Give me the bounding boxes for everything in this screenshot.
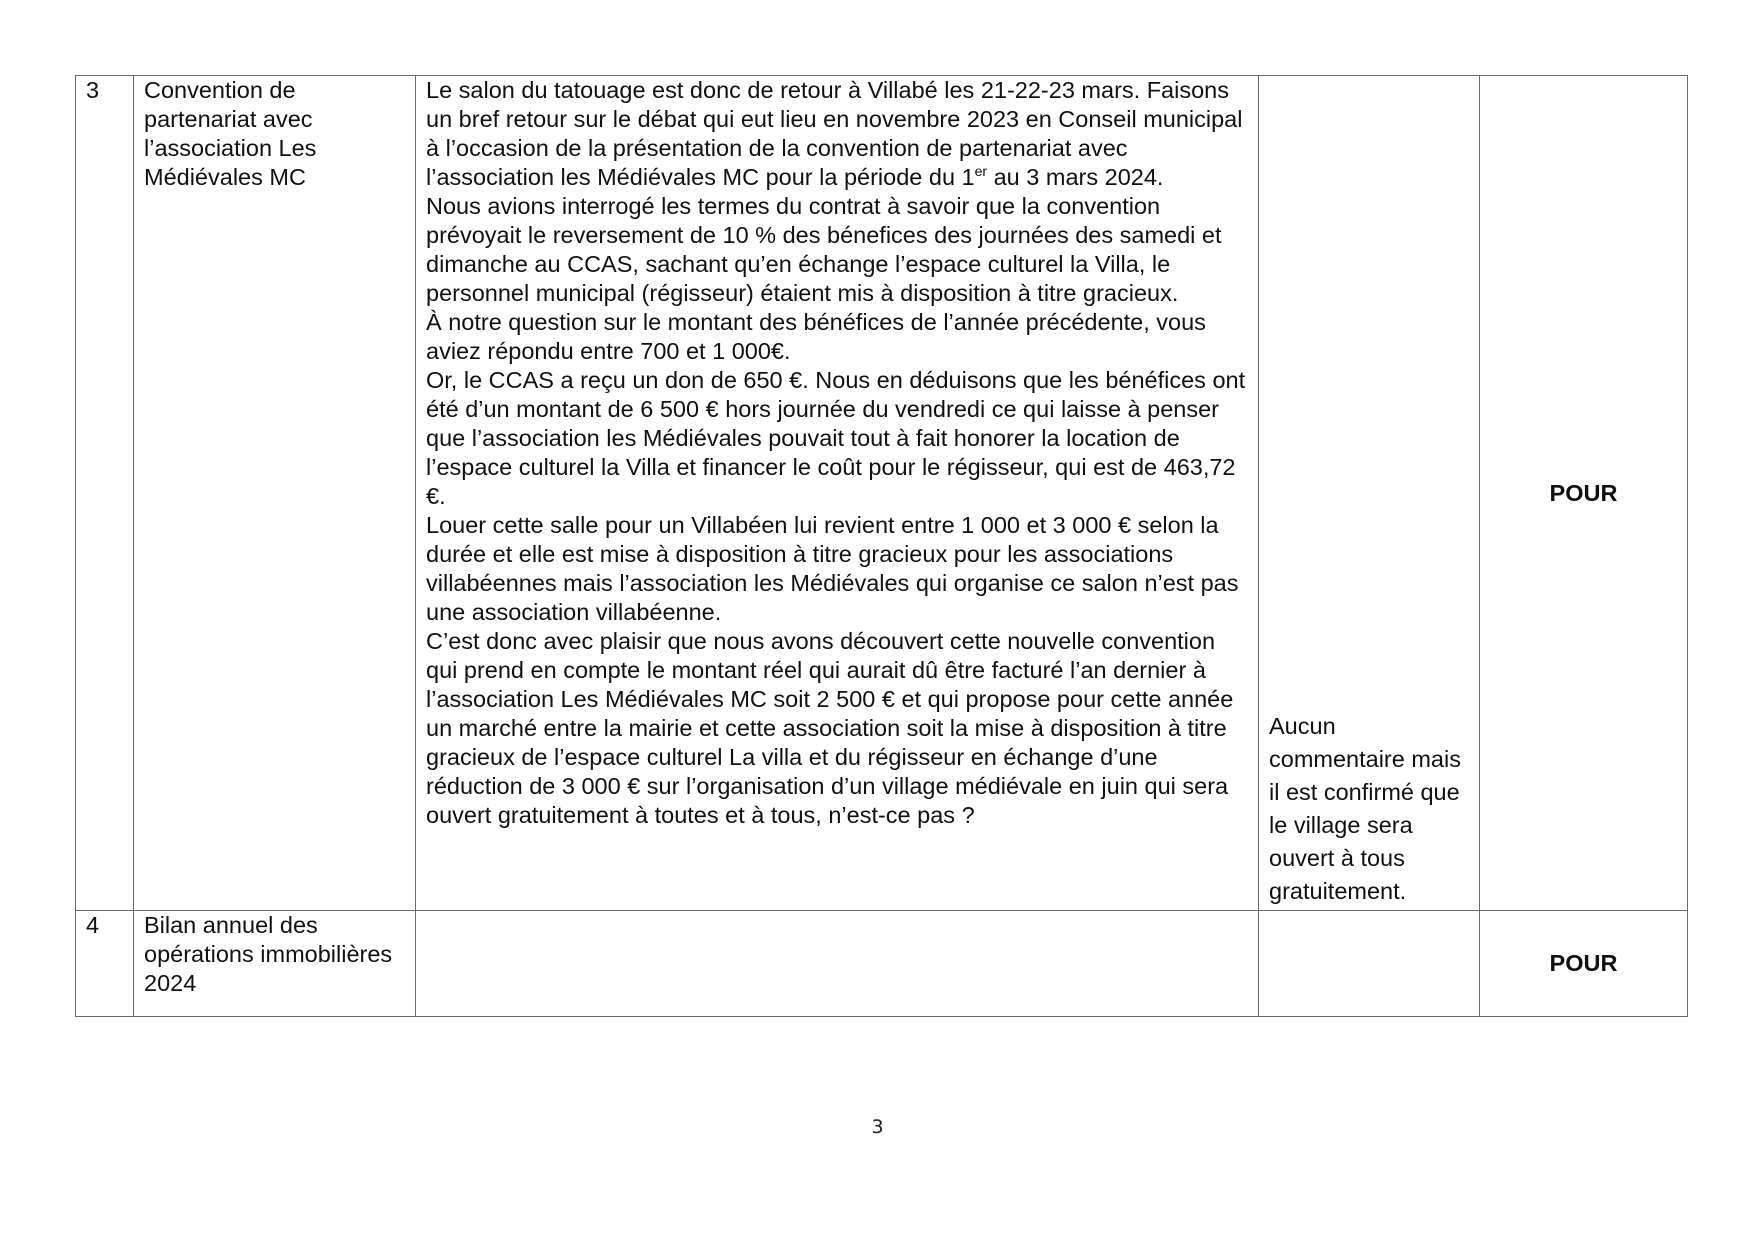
intervention-paragraph: Nous avions interrogé les termes du contrat à savoir que la convention prévoyait le reversement de 10 % des bénefices des journées des samedi et dimanche au CCAS, sachant qu’en échange l’espace culturel la Villa, le personnel municipal (régisseur) étaient mis à disposition à titre gracieux. xyxy=(426,193,1222,306)
item-number: 4 xyxy=(76,911,134,1017)
item-intervention-text xyxy=(416,76,1259,911)
item-subject: Convention de partenariat avec l’association Les Médiévales MC xyxy=(134,76,416,911)
page-number: 3 xyxy=(871,1116,884,1138)
item-comment xyxy=(1259,911,1480,1017)
item-vote: POUR xyxy=(1480,76,1688,911)
table-row xyxy=(76,76,1688,911)
intervention-paragraph: À notre question sur le montant des bénéfices de l’année précédente, vous aviez répondu entre 700 et 1 000€. xyxy=(426,309,1206,364)
item-vote: POUR xyxy=(1480,911,1688,1017)
table-row xyxy=(76,911,1688,1017)
item-comment: Aucun commentaire mais il est confirmé que le village sera ouvert à tous gratuitement. xyxy=(1259,76,1480,911)
intervention-paragraph: Le salon du tatouage est donc de retour à Villabé les 21-22-23 mars. Faisons un bref retour sur le débat qui eut lieu en novembre 2023 en Conseil municipal à l’occasion de la présentation de la convention de partenariat avec l’association les Médiévales MC pour la période du 1er au 3 mars 2024. xyxy=(426,77,1243,190)
intervention-paragraph: Louer cette salle pour un Villabéen lui revient entre 1 000 et 3 000 € selon la durée et elle est mise à disposition à titre gracieux pour les associations villabéennes mais l’association les Médiévales qui organise ce salon n’est pas une association villabéenne. xyxy=(426,512,1239,625)
intervention-paragraph: C’est donc avec plaisir que nous avons découvert cette nouvelle convention qui prend en compte le montant réel qui aurait dû être facturé l’an dernier à l’association Les Médiévales MC soit 2 500 € et qui propose pour cette année un marché entre la mairie et cette association soit la mise à disposition à titre gracieux de l’espace culturel La villa et du régisseur en échange d’une réduction de 3 000 € sur l’organisation d’un village médiévale en juin qui sera ouvert gratuitement à toutes et à tous, n’est-ce pas ? xyxy=(426,628,1234,828)
item-subject: Bilan annuel des opérations immobilières 2024 xyxy=(134,911,416,1017)
item-intervention-text xyxy=(416,911,1259,1017)
intervention-paragraph: Or, le CCAS a reçu un don de 650 €. Nous en déduisons que les bénéfices ont été d’un montant de 6 500 € hors journée du vendredi ce qui laisse à penser que l’association les Médiévales pouvait tout à fait honorer la location de l’espace culturel la Villa et financer le coût pour le régisseur, qui est de 463,72 €. xyxy=(426,367,1246,509)
item-number: 3 xyxy=(76,76,134,911)
council-minutes-table xyxy=(75,75,1688,1017)
